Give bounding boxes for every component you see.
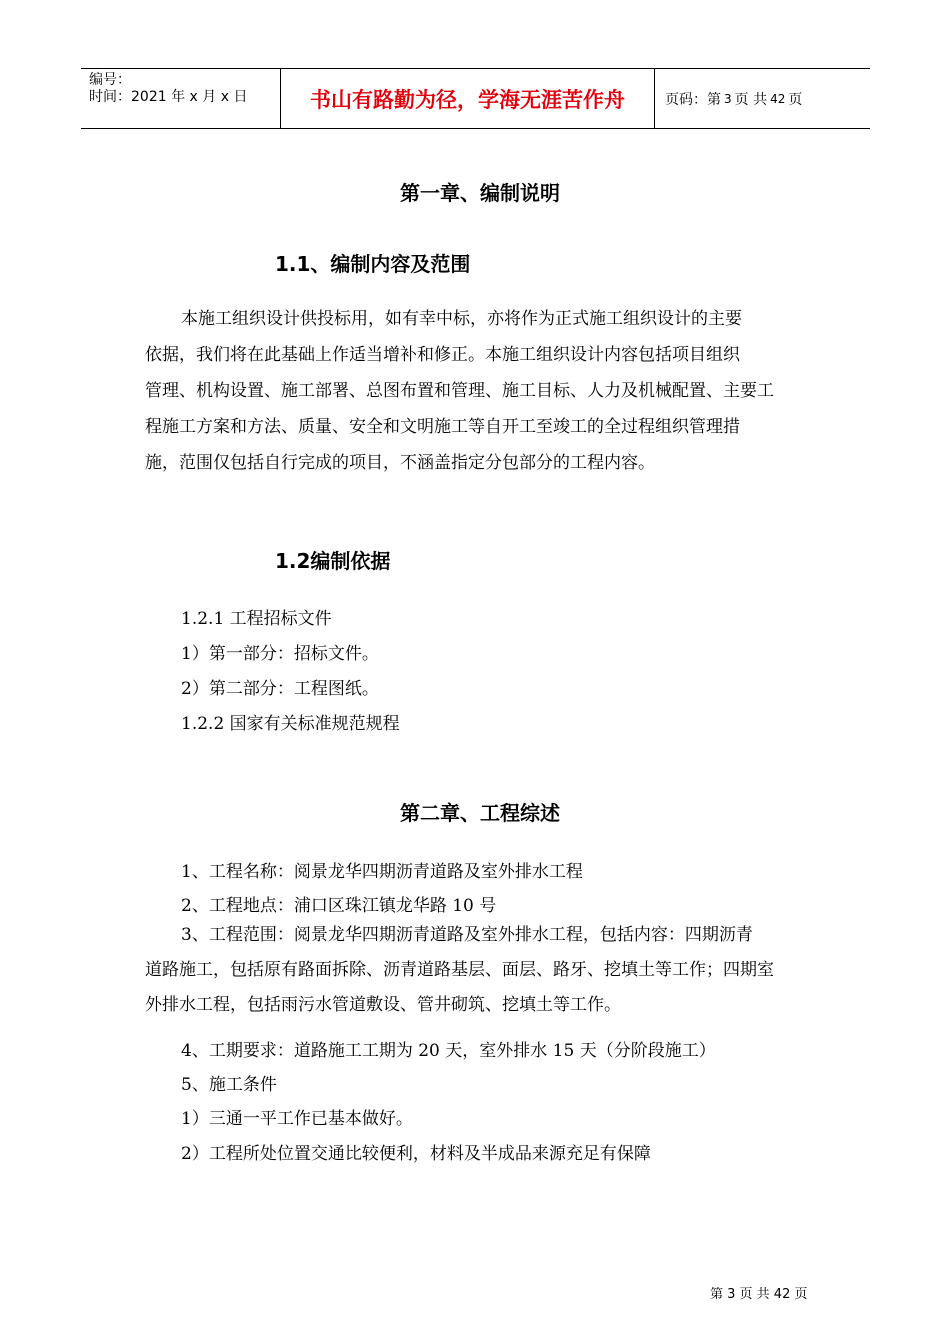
section-1-1-title: 1.1、编制内容及范围: [275, 252, 471, 276]
page-mid: 页 共: [734, 91, 768, 108]
section-1-2-title: 1.2编制依据: [275, 549, 391, 573]
paragraph-line: 本施工组织设计供投标用，如有幸中标，亦将作为正式施工组织设计的主要: [181, 309, 742, 329]
paragraph-line: 管理、机构设置、施工部署、总图布置和管理、施工目标、人力及机械配置、主要工: [145, 381, 774, 401]
list-item: 4、工期要求：道路施工工期为 20 天，室外排水 15 天（分阶段施工）: [181, 1041, 716, 1061]
paragraph-line: 依据，我们将在此基础上作适当增补和修正。本施工组织设计内容包括项目组织: [145, 345, 740, 365]
list-item: 2）第二部分：工程图纸。: [181, 679, 379, 699]
list-item: 1）第一部分：招标文件。: [181, 644, 379, 664]
page-footer: 第 3 页 共 42 页: [710, 1287, 808, 1302]
list-item: 2）工程所处位置交通比较便利，材料及半成品来源充足有保障: [181, 1144, 651, 1164]
page-total: 42: [770, 91, 786, 106]
header-motto: 书山有路勤为径，学海无涯苦作舟: [281, 69, 655, 128]
chapter-2-title: 第二章、工程综述: [400, 801, 560, 825]
paragraph-line: 道路施工，包括原有路面拆除、沥青道路基层、面层、路牙、挖填土等工作；四期室: [145, 960, 774, 980]
list-item: 1.2.2 国家有关标准规范规程: [181, 714, 400, 734]
header-page-number: [655, 69, 870, 128]
list-item: 1）三通一平工作已基本做好。: [181, 1109, 413, 1129]
page-header: [81, 68, 870, 129]
section-1-1-paragraph: [145, 301, 810, 481]
page-suffix: 页: [788, 91, 803, 108]
scope-paragraph: [145, 918, 810, 1023]
list-item: 5、施工条件: [181, 1075, 277, 1095]
list-item: 1.2.1 工程招标文件: [181, 609, 332, 629]
header-time-label: 时间：2021 年 x 月 x 日: [89, 89, 248, 105]
list-item: 2、工程地点：浦口区珠江镇龙华路 10 号: [181, 896, 497, 916]
header-code-label: 编号：: [89, 72, 131, 88]
paragraph-line: 3、工程范围：阅景龙华四期沥青道路及室外排水工程，包括内容：四期沥青: [181, 925, 753, 945]
list-item: 1、工程名称：阅景龙华四期沥青道路及室外排水工程: [181, 862, 583, 882]
page-prefix: 页码：第: [665, 91, 721, 108]
page-current: 3: [724, 91, 732, 106]
chapter-1-title: 第一章、编制说明: [400, 181, 560, 205]
header-meta: [81, 69, 281, 128]
paragraph-line: 外排水工程，包括雨污水管道敷设、管井砌筑、挖填土等工作。: [145, 995, 621, 1015]
paragraph-line: 施，范围仅包括自行完成的项目，不涵盖指定分包部分的工程内容。: [145, 453, 655, 473]
paragraph-line: 程施工方案和方法、质量、安全和文明施工等自开工至竣工的全过程组织管理措: [145, 417, 740, 437]
